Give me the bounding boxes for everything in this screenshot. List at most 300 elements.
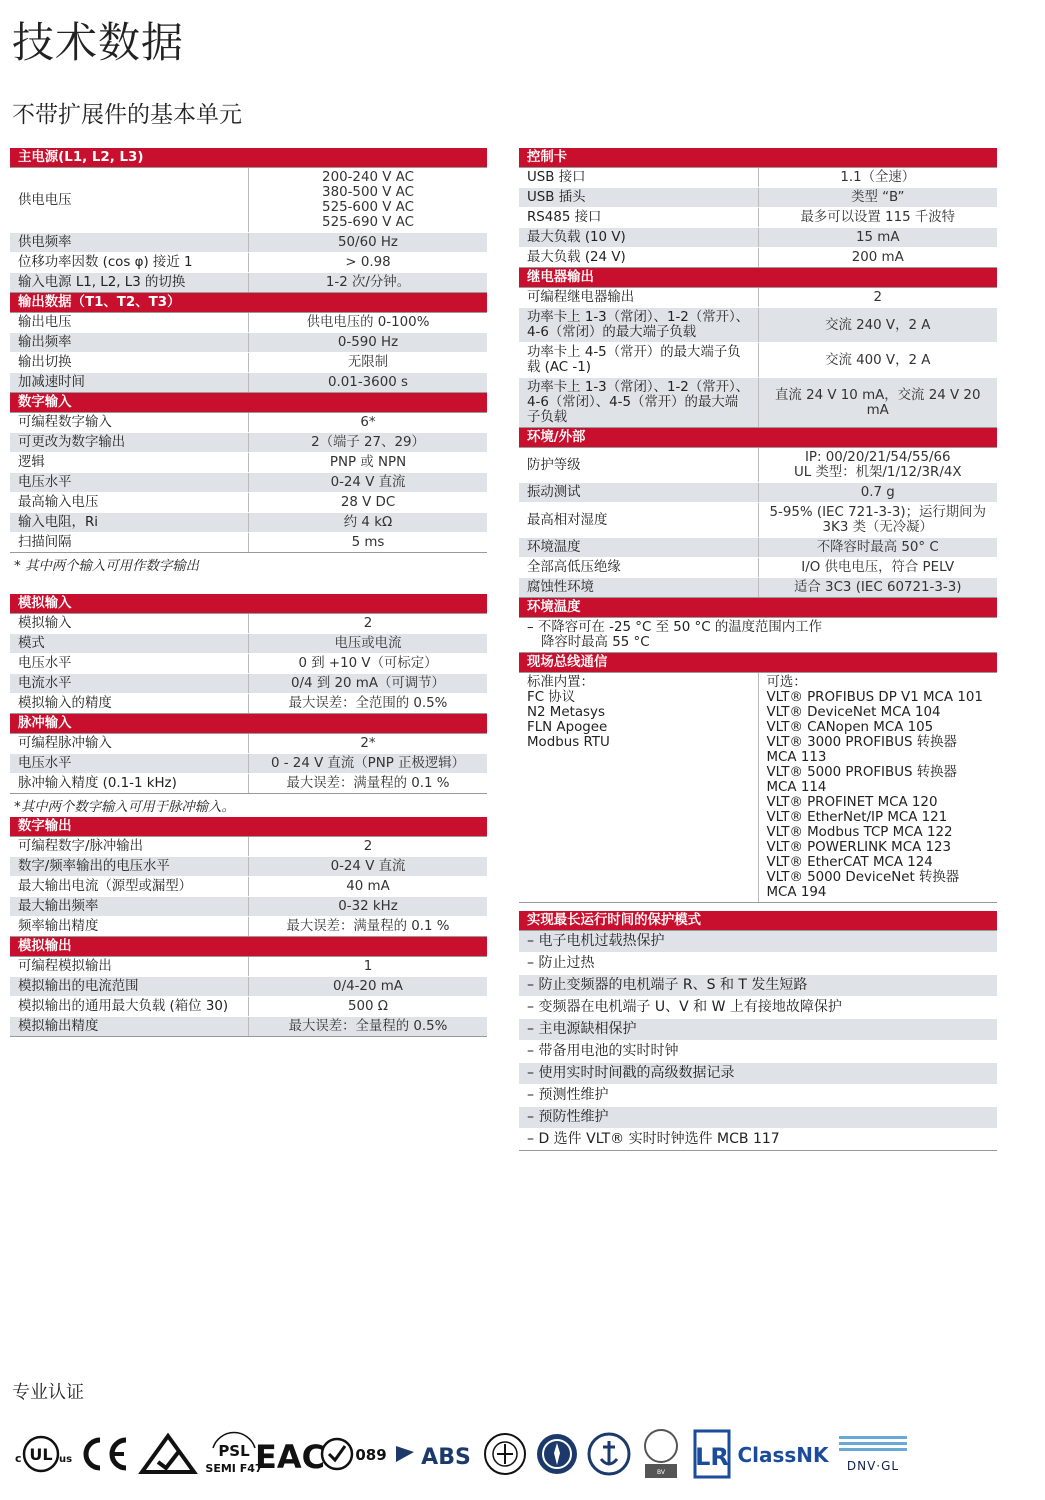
spec-row (10, 654, 487, 674)
svg-text:EAC: EAC (254, 1438, 326, 1476)
protection-item (519, 1063, 997, 1085)
spec-value (249, 168, 488, 233)
spec-row (10, 313, 487, 333)
spec-value-line: 0-24 V 直流 (330, 859, 406, 874)
fieldbus-optional-item: VLT® 5000 PROFIBUS 转换器 MCA 114 (766, 765, 957, 795)
spec-label: USB 接口 (519, 168, 758, 188)
spec-row (10, 837, 487, 857)
section-header (10, 293, 487, 313)
section-title: 模拟输出 (10, 937, 487, 957)
spec-value (249, 453, 488, 473)
spec-label: 输出切换 (10, 353, 249, 373)
fieldbus-optional-item: VLT® EtherCAT MCA 124 (766, 855, 933, 870)
spec-value (249, 734, 488, 754)
spec-value-line: 2（端子 27、29） (311, 435, 425, 450)
protection-item-text: – 防止变频器的电机端子 R、S 和 T 发生短路 (519, 975, 997, 997)
spec-row (10, 493, 487, 513)
protection-item (519, 1041, 997, 1063)
spec-label: 电压水平 (10, 754, 249, 774)
spec-label: 最大输出频率 (10, 897, 249, 917)
spec-value-line: 500 Ω (347, 999, 389, 1014)
spec-value (249, 997, 488, 1017)
section-title: 实现最长运行时间的保护模式 (519, 911, 997, 931)
digital-input-table (10, 393, 487, 553)
spec-value-line: 最多可以设置 115 千波特 (800, 210, 956, 225)
spec-label: 最高相对湿度 (519, 503, 758, 538)
section-title: 模拟输入 (10, 594, 487, 614)
spec-row (10, 473, 487, 493)
spec-label: 输出频率 (10, 333, 249, 353)
spec-value-line: 40 mA (346, 879, 390, 894)
spec-label: 可编程数字/脉冲输出 (10, 837, 249, 857)
spec-value (249, 674, 488, 694)
spec-value (249, 273, 488, 293)
spec-row (10, 233, 487, 253)
spec-value-line: 0-590 Hz (337, 335, 399, 350)
spec-row (10, 694, 487, 714)
protection-item (519, 1107, 997, 1129)
spec-label: 供电电压 (10, 168, 249, 233)
fieldbus-optional-item: VLT® Modbus TCP MCA 122 (766, 825, 953, 840)
spec-row (10, 634, 487, 654)
protection-item-text: – 变频器在电机端子 U、V 和 W 上有接地故障保护 (519, 997, 997, 1019)
section-title: 输出数据（T1、T2、T3） (10, 293, 487, 313)
cul-us-logo (10, 1418, 73, 1490)
relay-output-table (519, 268, 997, 428)
spec-value-line: 28 V DC (340, 495, 396, 510)
fieldbus-standard-item: FC 协议 (527, 690, 576, 705)
spec-label: 数字/频率输出的电压水平 (10, 857, 249, 877)
section-header (519, 911, 997, 931)
spec-value (249, 694, 488, 714)
spec-row (519, 168, 997, 188)
spec-value-line: 2 (363, 616, 373, 631)
lloyds-register-logo (688, 1418, 736, 1490)
spec-label: 可编程脉冲输入 (10, 734, 249, 754)
spec-value (758, 503, 997, 538)
fieldbus-standard (519, 673, 758, 903)
spec-value (758, 558, 997, 578)
section-header (10, 937, 487, 957)
spec-value-line: 适合 3C3 (IEC 60721-3-3) (794, 580, 962, 595)
spec-value (249, 634, 488, 654)
section-header (10, 393, 487, 413)
spec-label: 模拟输入的精度 (10, 694, 249, 714)
spec-label: 模拟输入 (10, 614, 249, 634)
fieldbus-standard-item: Modbus RTU (527, 735, 610, 750)
spec-value-line: 0/4 到 20 mA（可调节） (291, 676, 445, 691)
spec-value (758, 168, 997, 188)
rina-logo (532, 1418, 582, 1490)
page-subtitle: 不带扩展件的基本单元 (12, 102, 242, 128)
svg-text:SEMI F47: SEMI F47 (205, 1462, 263, 1475)
spec-value-line: 供电电压的 0-100% (306, 315, 430, 330)
fieldbus-optional-item: VLT® POWERLINK MCA 123 (766, 840, 952, 855)
section-header (519, 268, 997, 288)
spec-value (249, 313, 488, 333)
spec-value (249, 774, 488, 794)
spec-value-line: UL 类型：机架/1/12/3R/4X (793, 465, 962, 480)
spec-label: 可编程数字输入 (10, 413, 249, 433)
environment-table (519, 428, 997, 598)
analog-output-table (10, 937, 487, 1037)
spec-value (249, 614, 488, 634)
dnv-gl-logo (836, 1418, 910, 1490)
spec-value-line: 2 (363, 839, 373, 854)
spec-value (249, 877, 488, 897)
fieldbus-optional-item: VLT® PROFINET MCA 120 (766, 795, 938, 810)
spec-value (758, 248, 997, 268)
fieldbus-table (519, 653, 997, 903)
fieldbus-optional-item: VLT® PROFIBUS DP V1 MCA 101 (766, 690, 983, 705)
eac-logo (254, 1418, 326, 1490)
fieldbus-standard-item: 标准内置： (527, 675, 594, 690)
spec-row (10, 877, 487, 897)
spec-value-line: 1 (363, 959, 373, 974)
section-title: 数字输出 (10, 817, 487, 837)
spec-row (10, 533, 487, 553)
spec-row (10, 433, 487, 453)
svg-text:c: c (15, 1452, 22, 1465)
section-header (519, 653, 997, 673)
spec-value-line: 约 4 kΩ (343, 515, 393, 530)
spec-value-line: 交流 400 V，2 A (825, 352, 931, 368)
section-title: 环境/外部 (519, 428, 997, 448)
ccs-logo (480, 1418, 530, 1490)
main-power-table (10, 148, 487, 293)
protection-item-text: – D 选件 VLT® 实时时钟选件 MCB 117 (519, 1129, 997, 1151)
spec-row (10, 674, 487, 694)
abs-logo (392, 1418, 478, 1490)
spec-value-line: 最大误差：满量程的 0.1 % (286, 776, 450, 791)
spec-value-line: I/O 供电电压，符合 PELV (801, 560, 955, 575)
section-title: 主电源(L1, L2, L3) (10, 148, 487, 168)
spec-label: USB 插头 (519, 188, 758, 208)
protection-item (519, 975, 997, 997)
fieldbus-standard-item: FLN Apogee (527, 720, 608, 735)
control-card-table (519, 148, 997, 268)
fieldbus-optional-item: VLT® 3000 PROFIBUS 转换器 MCA 113 (766, 735, 957, 765)
spec-value-line: 直流 24 V 10 mA，交流 24 V 20 mA (775, 387, 981, 418)
spec-label: 电流水平 (10, 674, 249, 694)
spec-value (758, 578, 997, 598)
spec-value-line: 0 到 +10 V（可标定） (298, 656, 438, 671)
spec-row (519, 448, 997, 483)
spec-value-line: 525-690 V AC (322, 215, 414, 230)
bureau-veritas-logo (636, 1418, 686, 1490)
spec-label: 可编程模拟输出 (10, 957, 249, 977)
spec-value (249, 917, 488, 937)
spec-value-line: 电压或电流 (334, 636, 402, 651)
spec-value-line: 1.1（全速） (840, 170, 916, 185)
spec-value (249, 353, 488, 373)
svg-text:us: us (59, 1454, 73, 1465)
spec-value (249, 513, 488, 533)
spec-row (519, 288, 997, 308)
spec-row (10, 977, 487, 997)
spec-value-line: 200 mA (851, 250, 904, 265)
spec-value (758, 288, 997, 308)
spec-label: 功率卡上 1-3（常闭）、1-2（常开）、4-6（常闭）、4-5（常开）的最大端子负载 (519, 378, 758, 428)
digital-output-table (10, 817, 487, 937)
spec-row (10, 453, 487, 473)
protection-item (519, 931, 997, 953)
section-title: 控制卡 (519, 148, 997, 168)
spec-label: 环境温度 (519, 538, 758, 558)
spec-row (519, 208, 997, 228)
spec-label: 功率卡上 1-3（常闭）、1-2（常开）、4-6（常闭）的最大端子负载 (519, 308, 758, 343)
protection-modes-table (519, 911, 997, 1151)
spec-label: 逻辑 (10, 453, 249, 473)
spec-label: 可编程继电器输出 (519, 288, 758, 308)
spec-value-line: 类型 “B” (851, 190, 905, 205)
protection-item-text: – 预测性维护 (519, 1085, 997, 1107)
spec-value (249, 977, 488, 997)
spec-label: 模拟输出的电流范围 (10, 977, 249, 997)
spec-row (519, 343, 997, 378)
fieldbus-optional-item: VLT® CANopen MCA 105 (766, 720, 934, 735)
spec-label: 最大负载 (10 V) (519, 228, 758, 248)
spec-label: 输入电源 L1, L2, L3 的切换 (10, 273, 249, 293)
spec-label: 供电频率 (10, 233, 249, 253)
spec-row (10, 333, 487, 353)
spec-value-line: 最大误差：全范围的 0.5% (288, 696, 448, 711)
fieldbus-optional-item: VLT® 5000 DeviceNet 转换器 MCA 194 (766, 870, 960, 900)
ambient-line: – 不降容可在 -25 °C 至 50 °C 的温度范围内工作 (527, 620, 822, 635)
dnv-anchor-logo (584, 1418, 634, 1490)
fieldbus-optional-item: VLT® DeviceNet MCA 104 (766, 705, 941, 720)
spec-row (10, 897, 487, 917)
spec-value (249, 754, 488, 774)
spec-label: RS485 接口 (519, 208, 758, 228)
classnk-logo (738, 1418, 828, 1490)
svg-text:PSL: PSL (218, 1442, 250, 1460)
spec-value-line: 525-600 V AC (322, 200, 414, 215)
spec-value (758, 538, 997, 558)
spec-value-line: 0/4-20 mA (333, 979, 403, 994)
spec-value-line: 15 mA (856, 230, 900, 245)
spec-value (758, 308, 997, 343)
protection-item-text: – 防止过热 (519, 953, 997, 975)
svg-text:DNV·GL: DNV·GL (846, 1459, 900, 1473)
spacer (10, 576, 487, 594)
protection-item (519, 953, 997, 975)
section-header (519, 148, 997, 168)
spec-row (10, 253, 487, 273)
protection-item (519, 997, 997, 1019)
spec-row (519, 503, 997, 538)
section-header (10, 714, 487, 734)
spec-value (758, 208, 997, 228)
protection-item-text: – 使用实时时间戳的高级数据记录 (519, 1063, 997, 1085)
fieldbus-optional-item: 可选： (766, 675, 807, 690)
spec-value-line: 0-32 kHz (338, 899, 398, 914)
rcm-logo (136, 1418, 200, 1490)
spec-label: 模式 (10, 634, 249, 654)
spec-value-line: > 0.98 (345, 255, 391, 270)
fieldbus-optional-item: VLT® EtherNet/IP MCA 121 (766, 810, 948, 825)
spec-value (758, 483, 997, 503)
spec-row (10, 513, 487, 533)
spec-row (519, 483, 997, 503)
protection-item (519, 1085, 997, 1107)
spec-value (758, 228, 997, 248)
spec-value-line: 2 (873, 290, 883, 305)
spec-row (519, 248, 997, 268)
spec-value (758, 378, 997, 428)
spec-value (249, 493, 488, 513)
spec-value (758, 343, 997, 378)
spec-value-line: 3K3 类（无冷凝） (822, 520, 933, 535)
spec-label: 输出电压 (10, 313, 249, 333)
protection-item (519, 1129, 997, 1151)
089-logo (318, 1418, 390, 1490)
spec-row (519, 538, 997, 558)
spec-value (249, 413, 488, 433)
spec-row (10, 917, 487, 937)
spec-value-line: 不降容时最高 50° C (816, 540, 939, 555)
protection-item (519, 1019, 997, 1041)
spec-value (758, 448, 997, 483)
spec-value-line: 5 ms (351, 535, 385, 550)
ambient-temperature-table (519, 598, 997, 653)
spec-value-line: PNP 或 NPN (329, 455, 407, 470)
spec-value (249, 897, 488, 917)
footnote: *其中两个数字输入可用于脉冲输入。 (14, 800, 235, 815)
output-table (10, 293, 487, 393)
svg-text:UL: UL (29, 1445, 53, 1464)
spec-label: 位移功率因数 (cos φ) 接近 1 (10, 253, 249, 273)
page-title: 技术数据 (12, 18, 185, 67)
analog-input-table (10, 594, 487, 714)
protection-item-text: – 主电源缺相保护 (519, 1019, 997, 1041)
spec-row (519, 378, 997, 428)
spec-row (519, 228, 997, 248)
spec-value-line: 0.01-3600 s (328, 375, 408, 390)
protection-item-text: – 带备用电池的实时时钟 (519, 1041, 997, 1063)
spec-label: 防护等级 (519, 448, 758, 483)
spec-row (519, 308, 997, 343)
spec-label: 频率输出精度 (10, 917, 249, 937)
spec-row (10, 373, 487, 393)
spec-value (249, 533, 488, 553)
footnote: * 其中两个输入可用作数字输出 (14, 559, 200, 574)
spec-value (249, 857, 488, 877)
spec-label: 电压水平 (10, 654, 249, 674)
spec-value-line: 1-2 次/分钟。 (325, 275, 411, 290)
section-header (10, 594, 487, 614)
spec-value-line: 200-240 V AC (322, 170, 414, 185)
right-column (519, 148, 997, 1151)
spec-row (10, 1017, 487, 1037)
spec-label: 加减速时间 (10, 373, 249, 393)
spec-value-line: 交流 240 V，2 A (825, 317, 931, 333)
left-column (10, 148, 487, 1037)
ambient-text (519, 618, 997, 653)
section-header (519, 598, 997, 618)
spec-value-line: 最大误差：全量程的 0.5% (288, 1019, 448, 1034)
spec-row (10, 857, 487, 877)
spec-label: 电压水平 (10, 473, 249, 493)
protection-item-text: – 预防性维护 (519, 1107, 997, 1129)
certifications-label: 专业认证 (12, 1382, 84, 1403)
spec-value (249, 433, 488, 453)
spec-label: 最高输入电压 (10, 493, 249, 513)
spec-value-line: 最大误差：满量程的 0.1 % (286, 919, 450, 934)
spec-row (10, 353, 487, 373)
section-title: 数字输入 (10, 393, 487, 413)
spec-row (10, 273, 487, 293)
svg-text:LR: LR (695, 1443, 729, 1471)
spec-row (519, 578, 997, 598)
ce-mark-logo (74, 1418, 132, 1490)
section-header (519, 428, 997, 448)
spec-value (249, 373, 488, 393)
spec-label: 模拟输出精度 (10, 1017, 249, 1037)
spec-row (10, 997, 487, 1017)
spec-label: 脉冲输入精度 (0.1-1 kHz) (10, 774, 249, 794)
spec-label: 最大负载 (24 V) (519, 248, 758, 268)
spec-row (10, 168, 487, 233)
spec-value (249, 957, 488, 977)
spec-value-line: 50/60 Hz (338, 235, 398, 250)
section-title: 现场总线通信 (519, 653, 997, 673)
spec-row (10, 413, 487, 433)
spec-label: 腐蚀性环境 (519, 578, 758, 598)
pulse-input-table (10, 714, 487, 794)
spec-row (10, 734, 487, 754)
spec-value (758, 188, 997, 208)
spec-value (249, 837, 488, 857)
ambient-line: 降容时最高 55 °C (541, 635, 650, 650)
spec-label: 输入电阻，Ri (10, 513, 249, 533)
certification-logos (10, 1418, 1010, 1490)
section-header (10, 148, 487, 168)
spec-row (519, 188, 997, 208)
spec-label: 最大输出电流（源型或漏型） (10, 877, 249, 897)
spec-label: 全部高低压绝缘 (519, 558, 758, 578)
spec-value-line: 0.7 g (860, 485, 895, 500)
spec-value (249, 654, 488, 674)
spec-label: 模拟输出的通用最大负载 (箱位 30) (10, 997, 249, 1017)
spec-value-line: 380-500 V AC (322, 185, 414, 200)
spec-row (519, 558, 997, 578)
spec-value-line: 2* (360, 736, 376, 751)
fieldbus-row (519, 673, 997, 903)
spec-row (10, 754, 487, 774)
svg-text:BV: BV (656, 1469, 666, 1476)
spec-label: 功率卡上 4-5（常开）的最大端子负载 (AC -1) (519, 343, 758, 378)
section-title: 继电器输出 (519, 268, 997, 288)
svg-text:089: 089 (355, 1446, 387, 1464)
svg-text:ABS: ABS (421, 1445, 471, 1470)
fieldbus-standard-item: N2 Metasys (527, 705, 605, 720)
section-header (10, 817, 487, 837)
protection-item-text: – 电子电机过载热保护 (519, 931, 997, 953)
spec-value (249, 333, 488, 353)
spec-value (249, 233, 488, 253)
spec-row (10, 957, 487, 977)
spec-value-line: 无限制 (347, 355, 389, 370)
spec-label: 扫描间隔 (10, 533, 249, 553)
spec-row (10, 774, 487, 794)
spec-label: 振动测试 (519, 483, 758, 503)
section-title: 环境温度 (519, 598, 997, 618)
section-title: 脉冲输入 (10, 714, 487, 734)
svg-text:ClassNK: ClassNK (737, 1443, 829, 1467)
spacer (519, 903, 997, 911)
spec-row (10, 614, 487, 634)
